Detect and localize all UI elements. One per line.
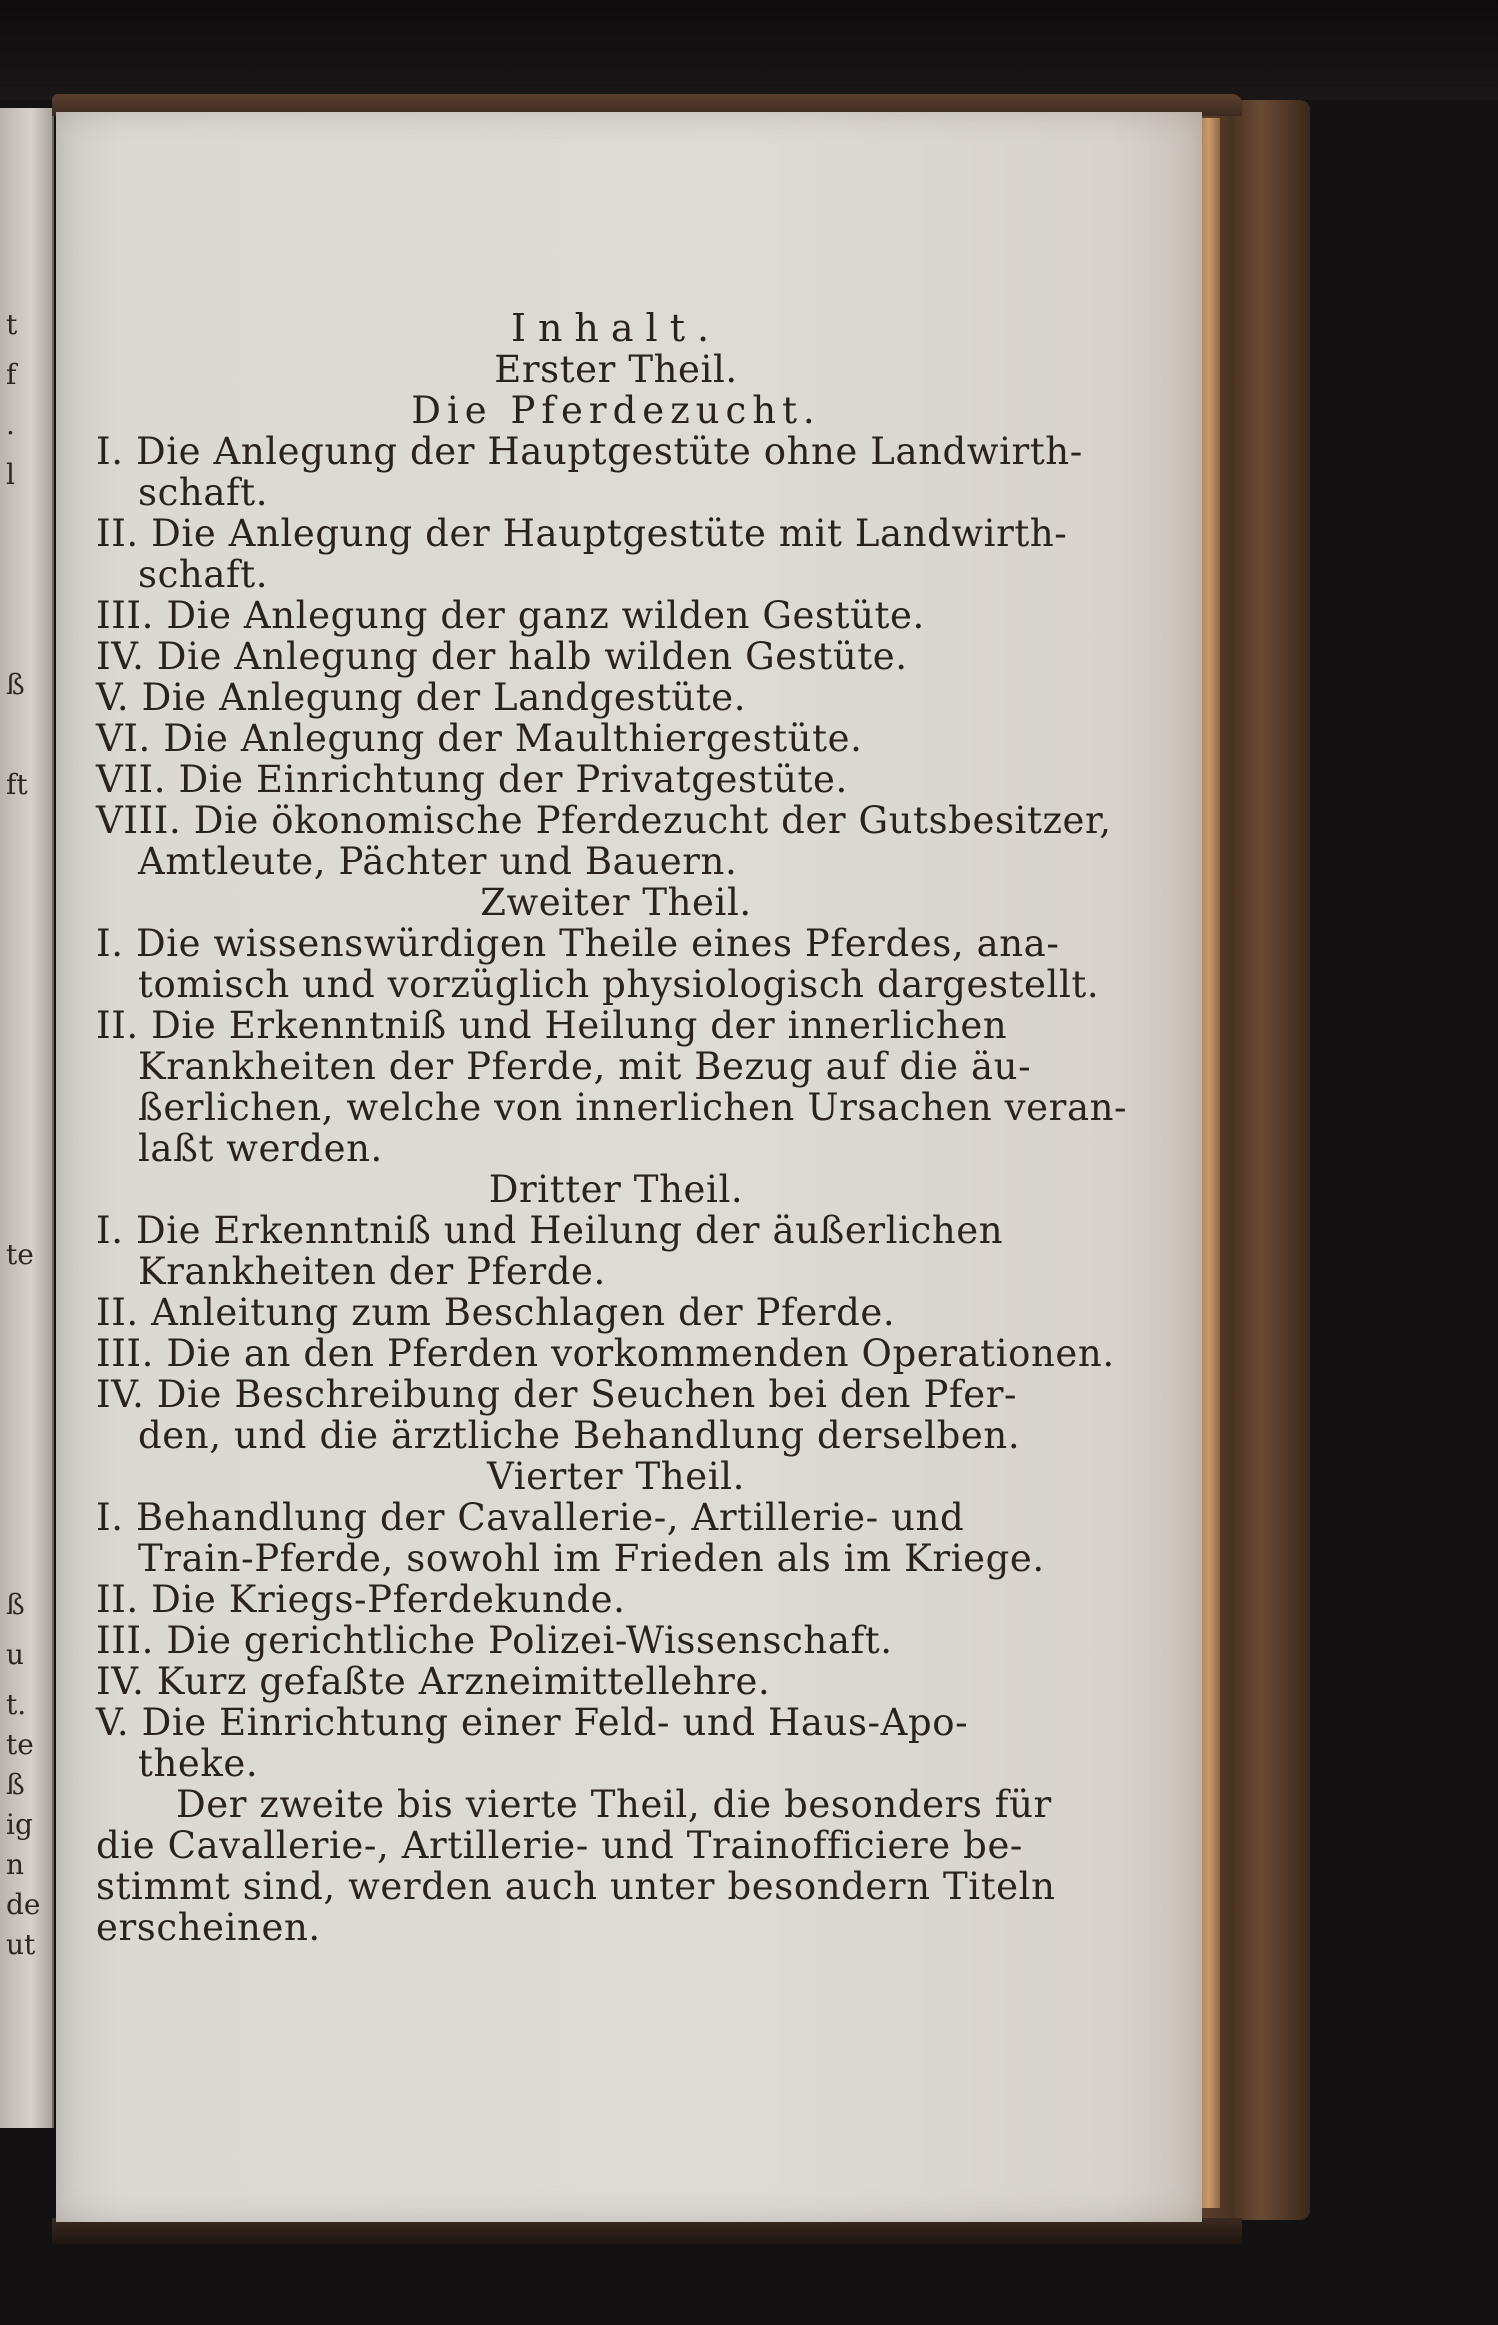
toc-entry: VI. Die Anlegung der Maulthiergestüte.: [96, 717, 863, 760]
closing-note-line: erscheinen.: [96, 1906, 321, 1949]
toc-entry: V. Die Anlegung der Landgestüte.: [96, 676, 747, 719]
toc-entry: IV. Die Beschreibung der Seuchen bei den Pfer-: [96, 1373, 1018, 1416]
toc-entry: II. Die Erkenntniß und Heilung der innerlichen: [96, 1004, 1008, 1047]
left-fragment: l: [6, 458, 15, 491]
left-fragment: te: [6, 1728, 34, 1761]
section-title: Erster Theil.: [494, 348, 738, 391]
table-of-contents: [96, 306, 1128, 1949]
section-subtitle: Die Pferdezucht.: [411, 389, 821, 432]
section-title: Vierter Theil.: [487, 1455, 745, 1498]
left-fragment: ut: [6, 1928, 36, 1961]
closing-note-line: Der zweite bis vierte Theil, die besonders für: [176, 1783, 1052, 1826]
section-title: Zweiter Theil.: [480, 881, 752, 924]
left-fragment: de: [6, 1888, 41, 1921]
toc-entry: I. Behandlung der Cavallerie-, Artillerie- und: [96, 1496, 965, 1539]
toc-entry: V. Die Einrichtung einer Feld- und Haus-Apo-: [96, 1701, 969, 1744]
toc-entry: II. Anleitung zum Beschlagen der Pferde.: [96, 1291, 896, 1334]
left-fragment: u: [6, 1638, 25, 1671]
left-fragment: ig: [6, 1808, 33, 1841]
toc-entry: VIII. Die ökonomische Pferdezucht der Gutsbesitzer,: [96, 799, 1112, 842]
toc-entry-continuation: theke.: [138, 1742, 259, 1785]
toc-entry-continuation: Train-Pferde, sowohl im Frieden als im Kriege.: [138, 1537, 1045, 1580]
toc-entry-continuation: laßt werden.: [138, 1127, 383, 1170]
toc-entry-continuation: Krankheiten der Pferde.: [138, 1250, 606, 1293]
toc-entry-continuation: ßerlichen, welche von innerlichen Ursachen veran-: [138, 1086, 1128, 1129]
closing-note-line: die Cavallerie-, Artillerie- und Trainofficiere be-: [96, 1824, 1024, 1867]
toc-entry: II. Die Kriegs-Pferdekunde.: [96, 1578, 626, 1621]
contents-heading: Inhalt.: [510, 306, 722, 350]
left-fragment: .: [6, 408, 15, 441]
left-fragment: t: [6, 308, 18, 341]
toc-entry-continuation: Krankheiten der Pferde, mit Bezug auf die äu-: [138, 1045, 1032, 1088]
book-page: [56, 112, 1202, 2222]
left-fragment: n: [6, 1848, 25, 1881]
toc-entry: VII. Die Einrichtung der Privatgestüte.: [96, 758, 848, 801]
toc-entry: III. Die an den Pferden vorkommenden Operationen.: [96, 1332, 1115, 1375]
dark-background: [0, 0, 1498, 100]
closing-note-line: stimmt sind, werden auch unter besondern Titeln: [96, 1865, 1056, 1908]
left-fragment: ß: [6, 668, 25, 701]
toc-entry: IV. Kurz gefaßte Arzneimittellehre.: [96, 1660, 771, 1703]
toc-entry: I. Die Anlegung der Hauptgestüte ohne Landwirth-: [96, 430, 1083, 473]
left-fragment: ß: [6, 1768, 25, 1801]
left-fragment: ft: [6, 768, 28, 801]
toc-entry-continuation: schaft.: [138, 553, 269, 596]
left-fragment: f: [6, 358, 17, 391]
toc-entry: III. Die Anlegung der ganz wilden Gestüte.: [96, 594, 925, 637]
toc-entry: I. Die wissenswürdigen Theile eines Pferdes, ana-: [96, 922, 1060, 965]
toc-entry: I. Die Erkenntniß und Heilung der äußerlichen: [96, 1209, 1004, 1252]
left-page-edge: [0, 108, 54, 2128]
section-title: Dritter Theil.: [488, 1168, 744, 1211]
toc-entry: IV. Die Anlegung der halb wilden Gestüte.: [96, 635, 908, 678]
left-fragment: ß: [6, 1588, 25, 1621]
toc-entry-continuation: den, und die ärztliche Behandlung derselben.: [138, 1414, 1021, 1457]
left-fragment: t.: [6, 1688, 27, 1721]
toc-entry: III. Die gerichtliche Polizei-Wissenschaft.: [96, 1619, 893, 1662]
toc-entry-continuation: schaft.: [138, 471, 269, 514]
left-fragment: te: [6, 1238, 34, 1271]
toc-entry-continuation: Amtleute, Pächter und Bauern.: [138, 840, 738, 883]
toc-entry: II. Die Anlegung der Hauptgestüte mit Landwirth-: [96, 512, 1068, 555]
toc-entry-continuation: tomisch und vorzüglich physiologisch dargestellt.: [138, 963, 1100, 1006]
left-page-fragments: [2, 108, 48, 2128]
